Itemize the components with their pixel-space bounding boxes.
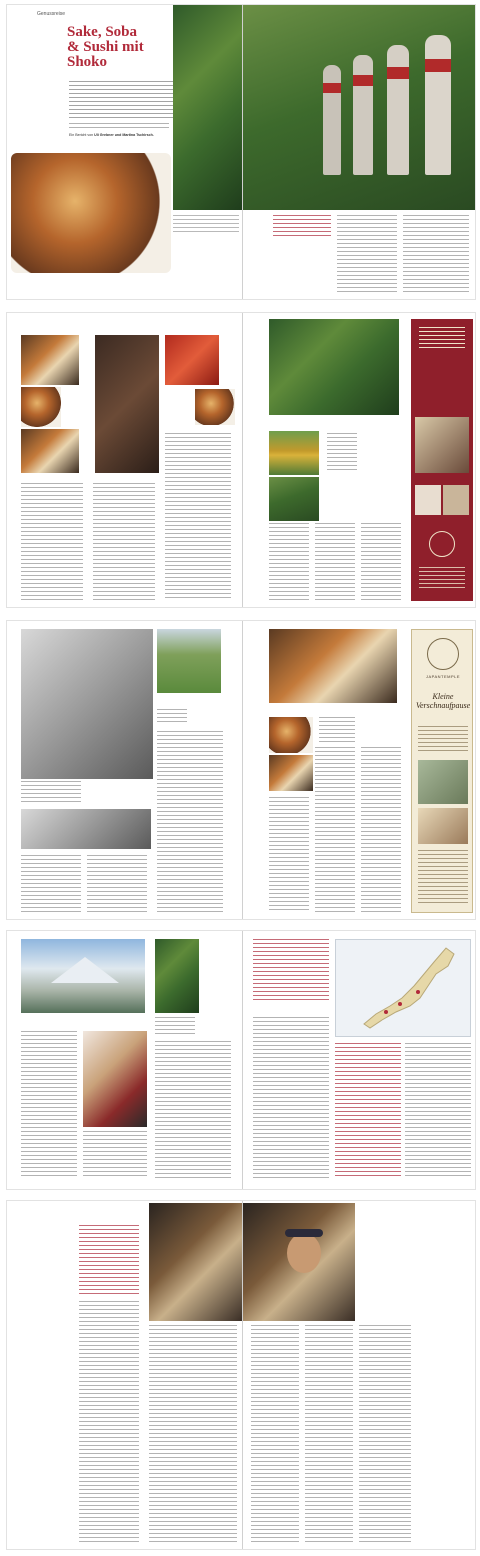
text-column bbox=[157, 731, 223, 913]
text-column bbox=[359, 1325, 411, 1545]
map-legend bbox=[253, 939, 329, 1003]
text-column bbox=[319, 717, 355, 743]
ad-body bbox=[418, 726, 468, 754]
lion-mask-photo bbox=[95, 335, 159, 473]
dish-photo bbox=[269, 755, 313, 791]
text-column bbox=[165, 433, 231, 601]
section-label: Genussreise bbox=[37, 11, 66, 17]
listing-column bbox=[405, 1043, 471, 1179]
ad-photo bbox=[418, 760, 468, 804]
red-bib bbox=[353, 75, 373, 86]
ad-logo-ring bbox=[427, 638, 459, 670]
spread-5 bbox=[6, 1200, 476, 1550]
ad-photo bbox=[415, 417, 469, 473]
golden-pavilion-photo bbox=[269, 431, 319, 475]
advertisement-panel bbox=[411, 629, 473, 913]
advertisement-panel bbox=[411, 319, 473, 601]
ad-photo bbox=[443, 485, 469, 515]
spread-2 bbox=[6, 312, 476, 608]
spread-4-right-page bbox=[243, 931, 476, 1189]
soba-master-photo bbox=[21, 629, 153, 779]
ad-heading bbox=[419, 327, 465, 349]
mount-fuji-photo bbox=[21, 939, 145, 1013]
spread-5-right-page bbox=[243, 1201, 476, 1549]
text-column bbox=[155, 1017, 195, 1035]
spread-3 bbox=[6, 620, 476, 920]
statue bbox=[387, 45, 409, 175]
text-column bbox=[149, 1325, 237, 1545]
text-column bbox=[315, 523, 355, 601]
ad-brand: JAPANTEMPLE bbox=[425, 674, 461, 679]
statue bbox=[353, 55, 373, 175]
byline-label: Ein Bericht von bbox=[69, 133, 94, 137]
spread-1-right-page bbox=[243, 5, 476, 299]
text-column bbox=[327, 433, 357, 473]
info-box bbox=[79, 1225, 139, 1295]
kimono-garden-photo bbox=[269, 319, 399, 415]
japan-map-icon bbox=[336, 940, 471, 1037]
text-column bbox=[157, 709, 187, 723]
dish-photo bbox=[21, 387, 61, 427]
spread-2-right-page bbox=[243, 313, 476, 607]
ad-contact bbox=[418, 850, 468, 906]
text-column bbox=[361, 523, 401, 601]
yakitori-photo bbox=[11, 153, 171, 273]
red-bib bbox=[323, 83, 341, 93]
text-column bbox=[21, 855, 81, 913]
title-line: Shoko bbox=[67, 54, 108, 70]
dish-photo bbox=[21, 429, 79, 473]
jizo-statues-photo bbox=[243, 5, 476, 210]
spread-2-left-page bbox=[7, 313, 242, 607]
title-line: & Sushi mit bbox=[67, 39, 144, 55]
text-column bbox=[251, 1325, 299, 1545]
restaurant-photo bbox=[21, 335, 79, 385]
text-column bbox=[361, 747, 401, 913]
text-column bbox=[21, 483, 83, 601]
spread-1-left-page bbox=[7, 5, 242, 299]
text-column bbox=[273, 215, 331, 239]
red-bib bbox=[387, 67, 409, 79]
text-column bbox=[21, 1031, 77, 1179]
ad-logo bbox=[429, 531, 455, 557]
photo-caption bbox=[173, 215, 239, 235]
text-column bbox=[155, 1041, 231, 1179]
market-photo bbox=[149, 1203, 242, 1321]
text-column bbox=[269, 797, 309, 913]
japan-map bbox=[335, 939, 471, 1037]
red-bib bbox=[425, 59, 451, 72]
shop-photo bbox=[195, 389, 235, 425]
byline bbox=[69, 133, 154, 137]
text-column bbox=[79, 1301, 139, 1545]
byline-authors: Uli Grebner und Martina Tschirsch. bbox=[94, 133, 154, 137]
ad-headline: Kleine Verschnaufpause bbox=[416, 692, 471, 710]
shoko-portrait-photo bbox=[243, 1203, 355, 1321]
title-line: Sake, Soba bbox=[67, 24, 138, 40]
spread-1 bbox=[6, 4, 476, 300]
spread-4 bbox=[6, 930, 476, 1190]
text-column bbox=[337, 215, 397, 293]
text-column bbox=[93, 483, 155, 601]
shrine-photo bbox=[155, 939, 199, 1013]
ad-photo bbox=[418, 808, 468, 844]
kaiseki-table-photo bbox=[269, 629, 397, 703]
mountain-peak bbox=[51, 957, 119, 983]
text-column bbox=[269, 523, 309, 601]
dish-photo bbox=[269, 717, 313, 753]
listing-column bbox=[335, 1043, 401, 1179]
temple-path-photo bbox=[173, 5, 242, 210]
text-column bbox=[21, 781, 81, 805]
soba-cutting-photo bbox=[21, 809, 151, 849]
text-column bbox=[315, 747, 355, 913]
wedding-couple-photo bbox=[83, 1031, 147, 1127]
text-column bbox=[305, 1325, 353, 1545]
text-column bbox=[83, 1131, 147, 1179]
fish-market-photo bbox=[165, 335, 219, 385]
article-title bbox=[67, 25, 179, 70]
spread-3-right-page bbox=[243, 621, 476, 919]
text-column bbox=[87, 855, 147, 913]
headband bbox=[285, 1229, 323, 1237]
ad-photo bbox=[415, 485, 441, 515]
deer-park-photo bbox=[269, 477, 319, 521]
article-intro bbox=[69, 81, 177, 119]
text-column bbox=[403, 215, 469, 293]
article-intro-tail bbox=[69, 123, 169, 131]
face bbox=[287, 1233, 321, 1273]
spread-4-left-page bbox=[7, 931, 242, 1189]
rice-field-photo bbox=[157, 629, 221, 693]
spread-3-left-page bbox=[7, 621, 242, 919]
statue bbox=[425, 35, 451, 175]
ad-contact bbox=[419, 567, 465, 589]
spread-5-left-page bbox=[7, 1201, 242, 1549]
statue bbox=[323, 65, 341, 175]
listing-column bbox=[253, 1017, 329, 1179]
